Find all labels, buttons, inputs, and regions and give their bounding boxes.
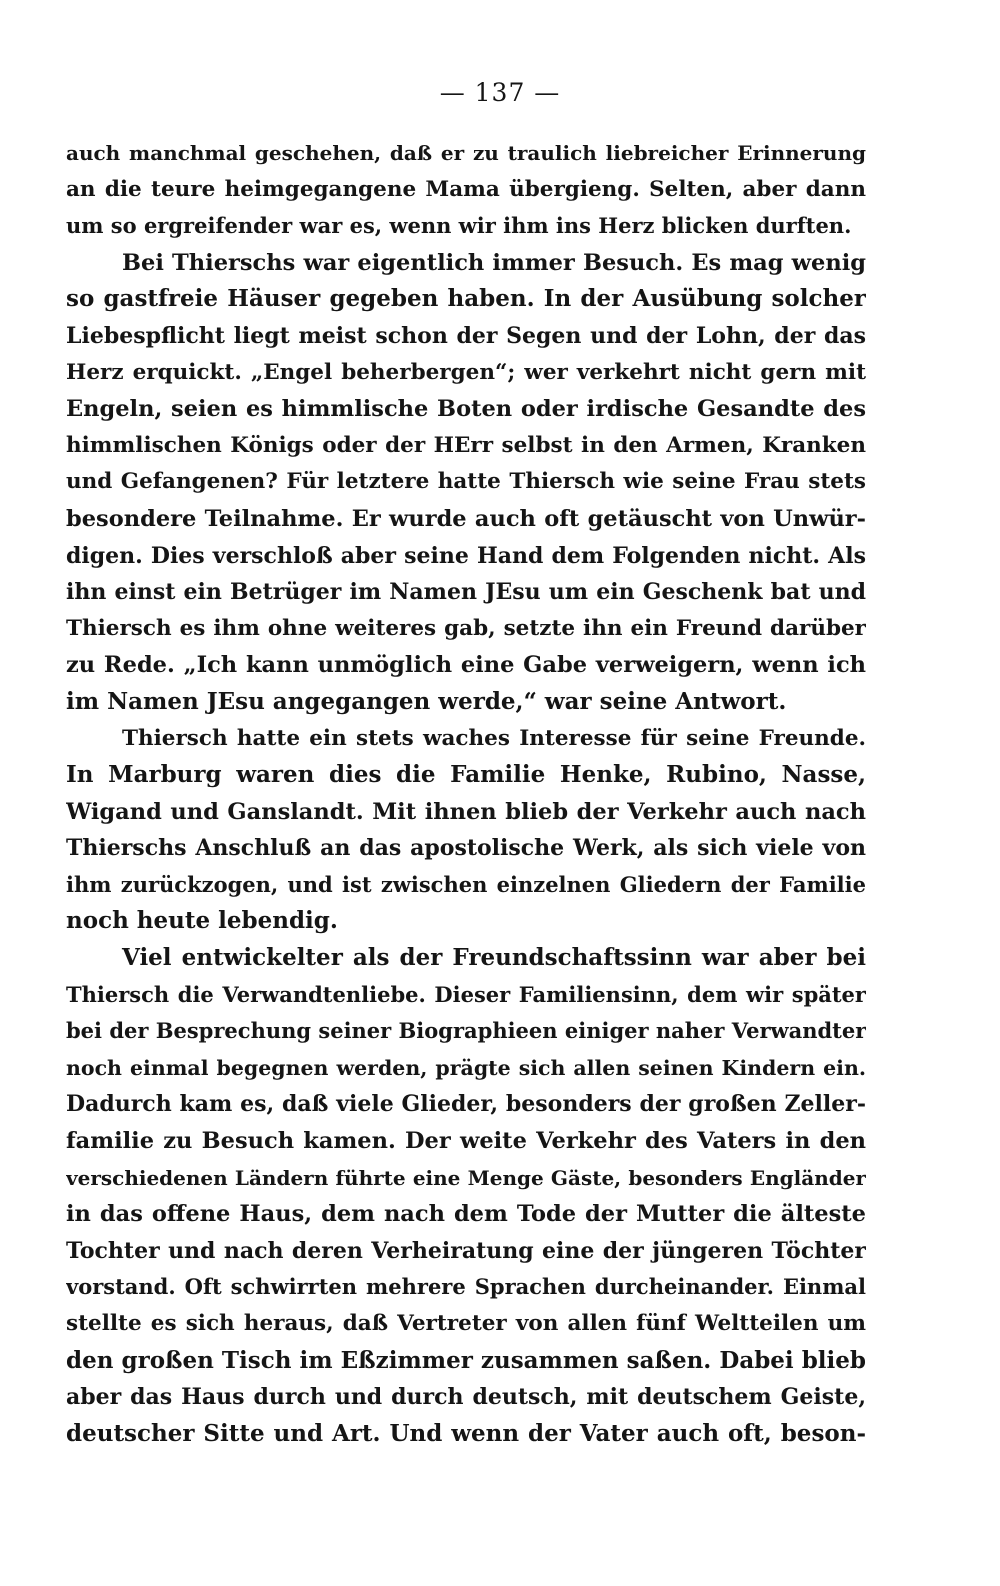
text-line: stellte es sich heraus, daß Vertreter von allen fünf Weltteilen um	[66, 1311, 866, 1336]
text-line: familie zu Besuch kamen. Der weite Verkehr des Vaters in den	[66, 1128, 866, 1155]
text-line: Bei Thierschs war eigentlich immer Besuch. Es mag wenig	[122, 249, 866, 276]
text-line: Thiersch es ihm ohne weiteres gab, setzte ihn ein Freund darüber	[66, 615, 866, 641]
text-line: Thiersch die Verwandtenliebe. Dieser Familiensinn, dem wir später	[66, 981, 866, 1007]
text-line: deutscher Sitte und Art. Und wenn der Vater auch oft, beson-	[66, 1419, 866, 1447]
page-number: — 137 —	[439, 78, 561, 107]
text-line: und Gefangenen? Für letztere hatte Thiersch wie seine Frau stets	[66, 469, 866, 495]
text-line: Dadurch kam es, daß viele Glieder, besonders der großen Zeller-	[66, 1091, 866, 1118]
text-line: In Marburg waren dies die Familie Henke, Rubino, Nasse,	[66, 761, 866, 789]
text-line: aber das Haus durch und durch deutsch, mit deutschem Geiste,	[66, 1384, 866, 1411]
text-line: noch heute lebendig.	[66, 907, 338, 935]
text-line: im Namen JEsu angegangen werde,“ war seine Antwort.	[66, 687, 787, 715]
text-line: vorstand. Oft schwirrten mehrere Sprachen durcheinander. Einmal	[66, 1274, 866, 1300]
text-line: Wigand und Ganslandt. Mit ihnen blieb der Verkehr auch nach	[66, 798, 866, 825]
body-text	[66, 135, 866, 1452]
text-line: Tochter und nach deren Verheiratung eine der jüngeren Töchter	[66, 1237, 866, 1264]
text-line: so gastfreie Häuser gegeben haben. In der Ausübung solcher	[66, 285, 866, 313]
text-line: Thierschs Anschluß an das apostolische Werk, als sich viele von	[66, 835, 866, 862]
text-line: ihn einst ein Betrüger im Namen JEsu um ein Geschenk bat und	[66, 579, 866, 606]
text-line: um so ergreifender war es, wenn wir ihm ins Herz blicken durften.	[66, 213, 852, 239]
text-line: Liebespflicht liegt meist schon der Segen und der Lohn, der das	[66, 322, 866, 349]
text-line: in das offene Haus, dem nach dem Tode der Mutter die älteste	[66, 1201, 866, 1228]
text-line: verschiedenen Ländern führte eine Menge Gäste, besonders Engländer	[66, 1165, 866, 1190]
text-line: den großen Tisch im Eßzimmer zusammen saßen. Dabei blieb	[66, 1346, 866, 1374]
text-line: ihm zurückzogen, und ist zwischen einzelnen Gliedern der Familie	[66, 871, 866, 897]
text-line: digen. Dies verschloß aber seine Hand dem Folgenden nicht. Als	[66, 542, 866, 569]
text-line: Viel entwickelter als der Freundschaftssinn war aber bei	[122, 944, 866, 972]
text-line: bei der Besprechung seiner Biographieen einiger naher Verwandter	[66, 1018, 866, 1044]
text-line: himmlischen Königs oder der HErr selbst in den Armen, Kranken	[66, 432, 866, 458]
text-line: Herz erquickt. „Engel beherbergen“; wer verkehrt nicht gern mit	[66, 359, 866, 385]
text-line: noch einmal begegnen werden, prägte sich allen seinen Kindern ein.	[66, 1055, 866, 1080]
text-line: Thiersch hatte ein stets waches Interesse für seine Freunde.	[122, 725, 866, 751]
text-line: auch manchmal geschehen, daß er zu traulich liebreicher Erinnerung	[66, 141, 866, 165]
text-line: an die teure heimgegangene Mama übergieng. Selten, aber dann	[66, 176, 866, 202]
text-line: zu Rede. „Ich kann unmöglich eine Gabe verweigern, wenn ich	[66, 652, 866, 679]
text-line: besondere Teilnahme. Er wurde auch oft getäuscht von Unwür-	[66, 505, 866, 532]
text-line: Engeln, seien es himmlische Boten oder irdische Gesandte des	[66, 396, 866, 423]
